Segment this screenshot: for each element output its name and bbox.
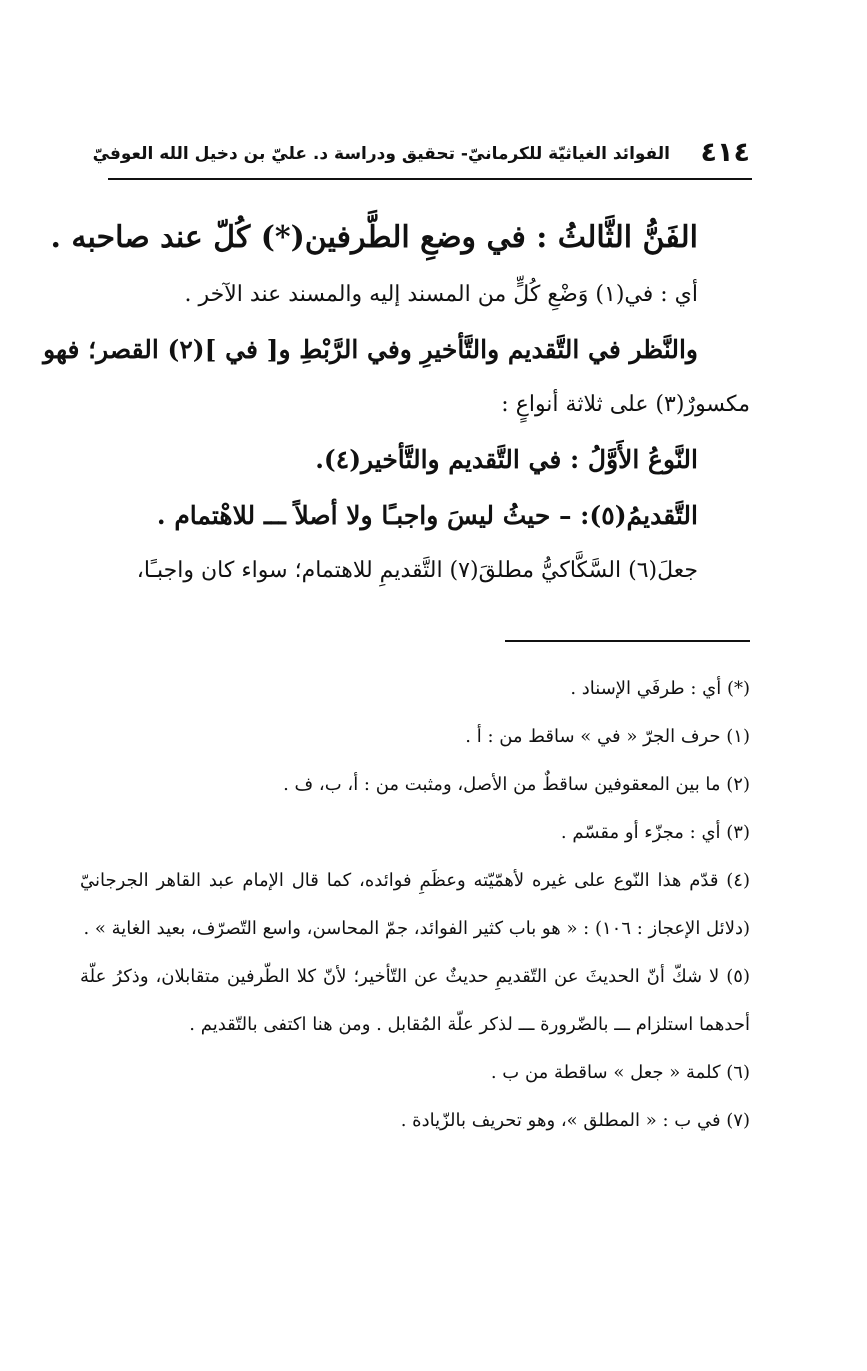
footnotes [80,665,750,1145]
body-line-3: مكسورٌ(٣) على ثلاثة أنواعٍ : [501,392,750,417]
body-line-4: جعلَ(٦) السَّكَّاكيُّ مطلقَ(٧) التَّقديمِ للاهتمام؛ سواء كان واجبـًا، [136,558,698,583]
body-line-1: أي : في(١) وَضْعِ كُلٍّ من المسند إليه والمسند عند الآخر . [184,282,698,307]
subheading-precedence: التَّقديمُ(٥): – حيثُ ليسَ واجبـًا ولا أصلاً ـــ للاهْتمام . [156,501,698,530]
footnote-2: (٢) ما بين المعقوفين ساقطٌ من الأصل، ومثبت من : أ، ب، ف . [283,774,750,795]
footnote-separator [505,640,750,642]
page-number: ٤١٤ [700,137,750,168]
footnote-7: (٧) في ب : « المطلق »، وهو تحريف بالزّيادة . [400,1110,750,1131]
header-rule [108,178,752,180]
running-header [92,136,750,176]
footnote-1: (١) حرف الجرّ « في » ساقط من : أ . [465,726,750,747]
subheading-type-1: النَّوعُ الأَوَّلُ : في التَّقديم والتَّأخير(٤). [315,445,698,474]
main-text [43,208,750,598]
footnote-4: (٤) قدّم هذا النّوع على غيره لأهمّيّته وعظَمِ فوائده، كما قال الإمام عبد القاهر الجرجانيّ (دلائل الإعجاز : ١٠٦) : « هو باب كثير الفوائد، جمّ المحاسن، واسع التّصرّف، بعيد الغاية » . [80,870,750,939]
body-line-2: والنَّظر في التَّقديم والتَّأخيرِ وفي الرَّبْطِ و[ في ](٢) القصر؛ فهو [43,335,698,364]
running-title: الفوائد الغياثيّة للكرمانيّ- تحقيق ودراسة د. عليّ بن دخيل الله العوفيّ [92,144,670,164]
section-heading: الفَنُّ الثَّالثُ : في وضعِ الطَّرفين(*) كُلّ عند صاحبه . [50,220,698,255]
footnote-5: (٥) لا شكّ أنّ الحديثَ عن التّقديمِ حديثٌ عن التّأخير؛ لأنّ كلا الطّرفين متقابلان، وذكرُ علّة أحدهما استلزام ـــ بالضّرورة ـــ لذكر علّة المُقابل . ومن هنا اكتفى بالتّقديم . [80,966,750,1035]
footnote-star: (*) أي : طرفَي الإسناد . [570,678,750,699]
footnote-3: (٣) أي : مجزّء أو مقسّم . [560,822,750,843]
footnote-6: (٦) كلمة « جعل » ساقطة من ب . [490,1062,750,1083]
